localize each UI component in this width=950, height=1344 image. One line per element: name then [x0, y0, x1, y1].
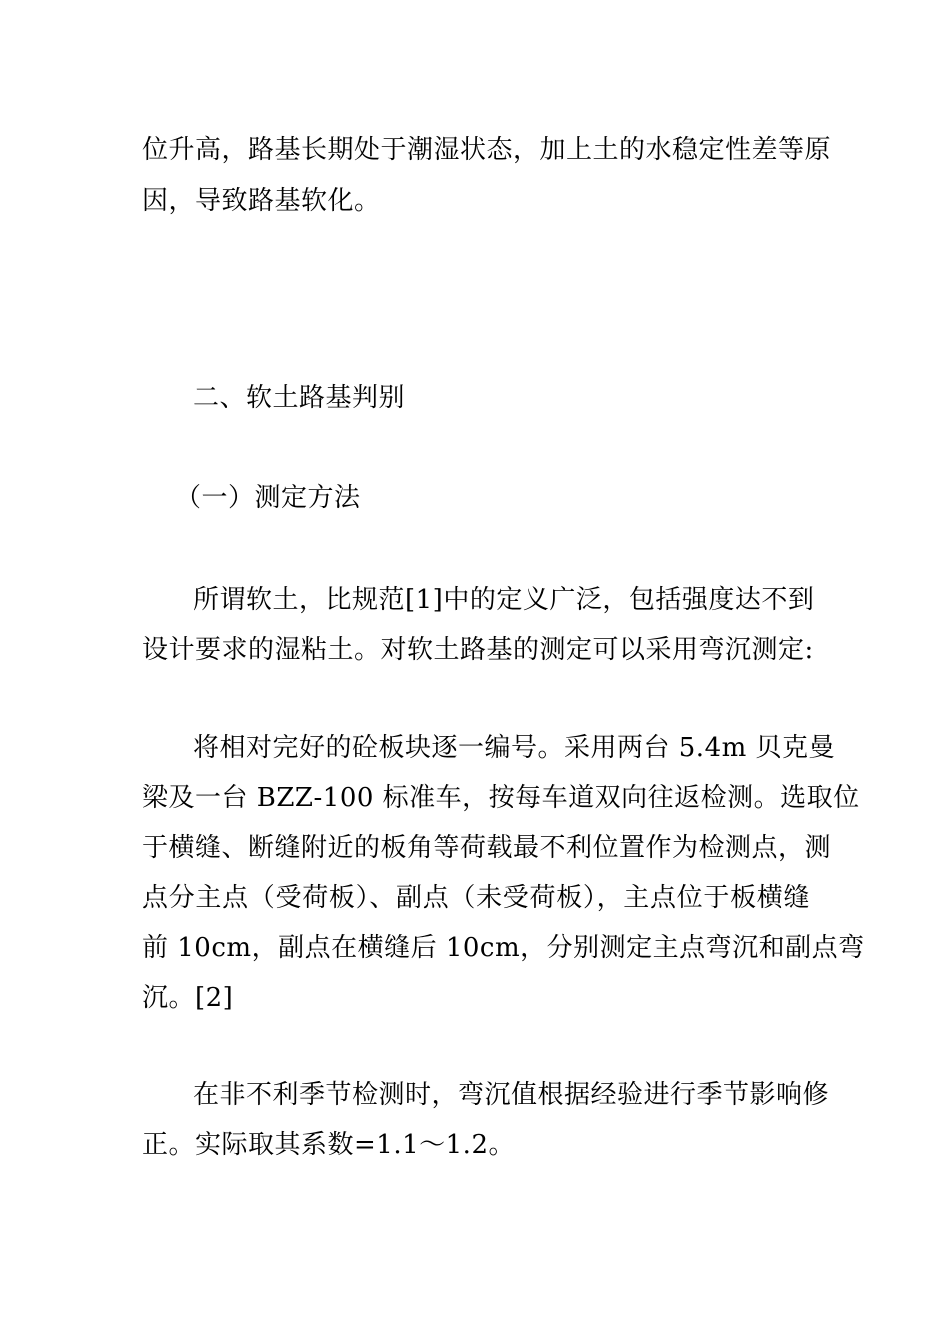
- paragraph-line: 正。实际取其系数=1.1～1.2。: [142, 1130, 515, 1160]
- paragraph-line: 将相对完好的砼板块逐一编号。采用两台 5.4m 贝克曼: [193, 733, 836, 763]
- section-heading: 二、软土路基判别: [193, 383, 406, 413]
- paragraph-line: 沉。[2]: [142, 983, 234, 1013]
- paragraph-line: 在非不利季节检测时，弯沉值根据经验进行季节影响修: [193, 1080, 830, 1110]
- paragraph-line: 于横缝、断缝附近的板角等荷载最不利位置作为检测点，测: [142, 833, 832, 863]
- paragraph-line: 点分主点（受荷板）、副点（未受荷板），主点位于板横缝: [142, 883, 810, 913]
- paragraph-line: 梁及一台 BZZ-100 标准车，按每车道双向往返检测。选取位: [142, 783, 860, 813]
- paragraph-line: 设计要求的湿粘土。对软土路基的测定可以采用弯沉测定:: [142, 635, 814, 665]
- paragraph-line: 位升高，路基长期处于潮湿状态，加上土的水稳定性差等原: [142, 135, 832, 165]
- paragraph-line: 因，导致路基软化。: [142, 186, 381, 216]
- subsection-heading: （一）测定方法: [175, 483, 361, 513]
- paragraph-line: 前 10cm，副点在横缝后 10cm，分别测定主点弯沉和副点弯: [142, 933, 865, 963]
- paragraph-line: 所谓软土，比规范[1]中的定义广泛，包括强度达不到: [193, 585, 815, 615]
